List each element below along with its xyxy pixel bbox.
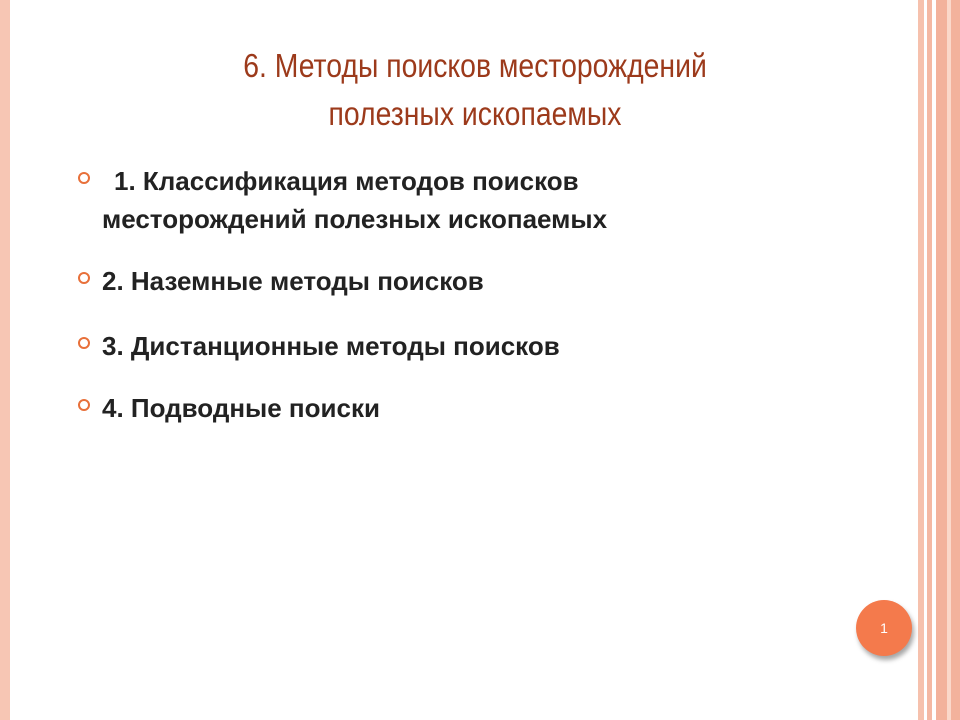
hollow-circle-bullet-icon [78, 172, 90, 184]
bullet-text: 3. Дистанционные методы поисков [102, 331, 560, 361]
slide-title [196, 42, 755, 138]
slide-title-line-1: 6. Методы поисков месторождений [243, 47, 707, 84]
left-frame-border [0, 0, 10, 720]
bullet-list [74, 162, 834, 427]
right-frame-stripes [918, 0, 960, 720]
bullet-item-underwater-search [74, 389, 834, 427]
bullet-text-line-1: 1. Классификация методов поисков [114, 166, 579, 196]
hollow-circle-bullet-icon [78, 337, 90, 349]
hollow-circle-bullet-icon [78, 272, 90, 284]
bullet-text-line-2: месторождений полезных ископаемых [102, 204, 608, 234]
bullet-item-classification [74, 162, 834, 238]
hollow-circle-bullet-icon [78, 399, 90, 411]
bullet-item-remote-methods [74, 327, 834, 365]
bullet-item-ground-methods [74, 262, 834, 300]
bullet-text: 4. Подводные поиски [102, 393, 380, 423]
bullet-text: 2. Наземные методы поисков [102, 266, 484, 296]
page-number-badge: 1 [856, 600, 912, 656]
slide-title-line-2: полезных ископаемых [328, 95, 622, 132]
